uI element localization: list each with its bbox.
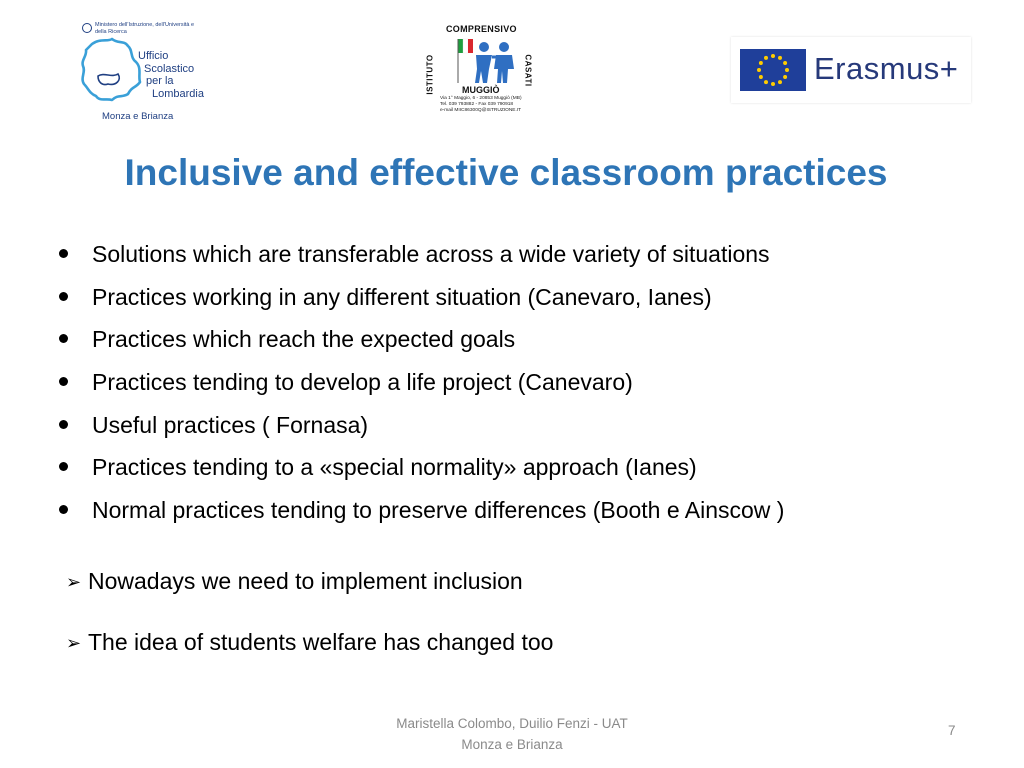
school-right-text: CASATI [523,54,533,87]
footer-line-2: Monza e Brianza [461,737,563,752]
usr-province: Monza e Brianza [102,111,174,122]
ministry-name: Ministero dell'Istruzione, dell'Università e della Ricerca [95,22,195,35]
school-logo [425,24,542,122]
bullet-item [58,363,784,406]
bullet-dot-icon [59,292,68,301]
bullet-dot-icon [59,420,68,429]
bullet-dot-icon [59,249,68,258]
children-icon [456,35,522,85]
bullet-dot-icon [59,462,68,471]
arrow-bullet-icon: ➢ [66,633,82,653]
school-address-line: Tel. 039 793882 - Fax 039 790918 [440,101,514,107]
eu-stars-icon [740,49,806,91]
arrow-item-text: The idea of students welfare has changed too [88,629,554,655]
bullet-item [58,491,784,534]
arrow-bullet-icon: ➢ [66,572,82,592]
school-top-text: COMPRENSIVO [446,24,517,34]
slide-title: Inclusive and effective classroom practices [124,152,888,193]
bullet-text: Normal practices tending to preserve differences (Booth e Ainscow ) [92,497,785,524]
arrow-item-text: Nowadays we need to implement inclusion [88,568,523,594]
usr-line-1: Ufficio [138,50,169,62]
bullet-text: Solutions which are transferable across a wide variety of situations [92,241,770,267]
erasmus-wordmark: Erasmus+ [814,51,959,86]
bullet-item [58,448,784,491]
school-address [440,96,522,113]
republic-emblem-icon [82,23,92,33]
arrow-item [66,627,553,658]
bullet-list [58,235,784,534]
bullet-dot-icon [59,377,68,386]
school-town: MUGGIÒ [462,85,500,95]
bullet-text: Practices working in any different situation (Canevaro, Ianes) [92,283,712,310]
bullet-item [58,320,784,363]
bullet-item [58,406,784,449]
usr-lombardia-logo [78,22,228,126]
school-address-line: Via 1° Maggio, 6 - 20853 Muggiò (MB) [440,96,522,101]
bullet-text: Practices which reach the expected goals [92,326,516,353]
eu-flag-icon [740,49,806,91]
bullet-item [58,235,784,278]
arrow-item [66,566,523,597]
usr-line-4: Lombardia [152,87,204,100]
erasmus-logo [731,37,971,103]
bullet-text: Useful practices ( Fornasa) [92,411,369,438]
usr-office-name [138,50,204,100]
bullet-text: Practices tending to develop a life project (Canevaro) [92,369,633,396]
footer-authors [352,713,672,755]
page-number: 7 [948,723,956,738]
bullet-item [58,278,784,321]
school-address-line: e-mail MIIC86300Q@ISTRUZIONE.IT [440,107,522,113]
bullet-text: Practices tending to a «special normality» approach (Ianes) [92,454,697,481]
bullet-dot-icon [59,334,68,343]
usr-line-2: Scolastico [144,62,195,75]
usr-line-3: per la [146,75,174,87]
footer-line-1: Maristella Colombo, Duilio Fenzi - UAT [396,716,628,731]
school-left-text: ISTITUTO [425,54,435,95]
bullet-dot-icon [59,505,68,514]
